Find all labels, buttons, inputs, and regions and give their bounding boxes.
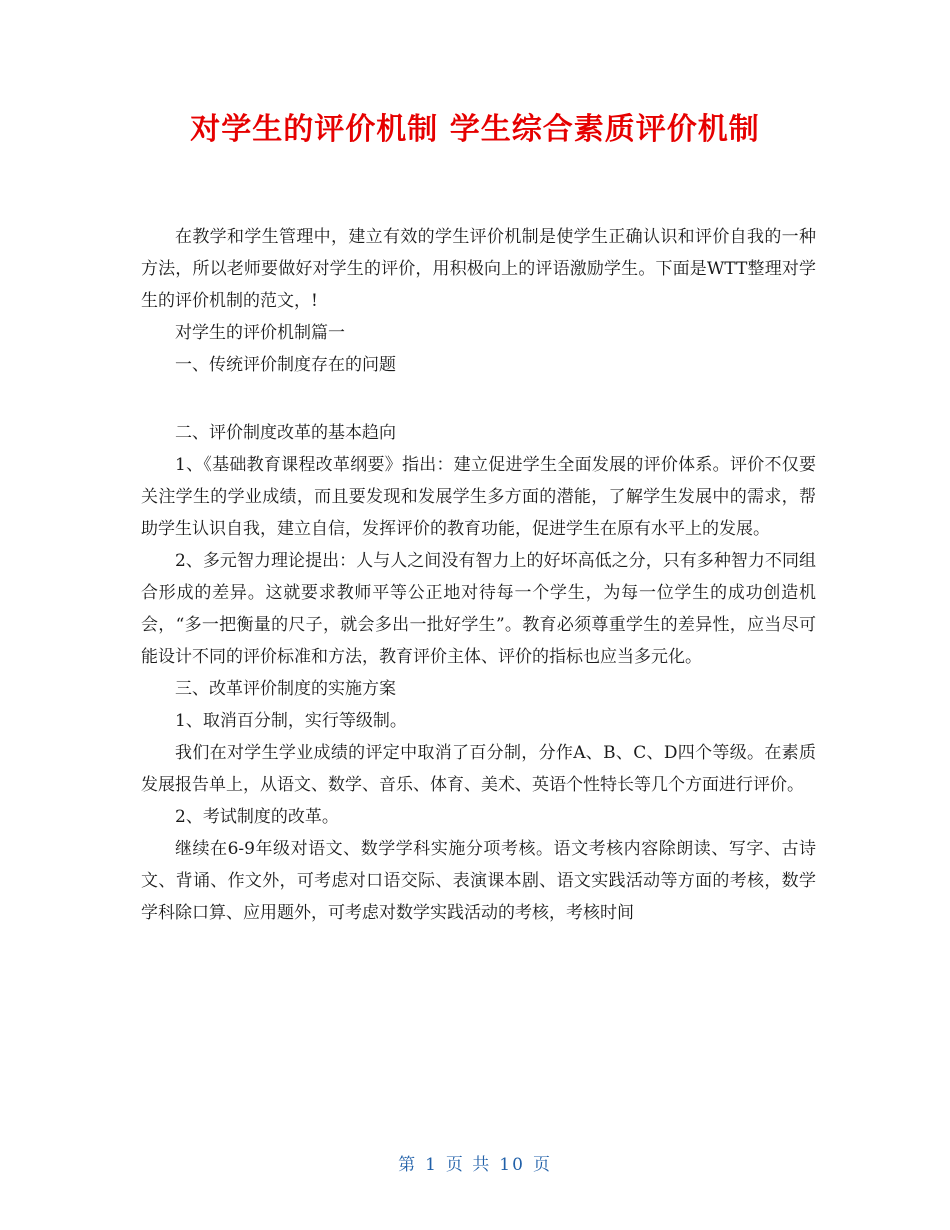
document-title: 对学生的评价机制 学生综合素质评价机制 [190,112,760,147]
heading-traditional-problems: 一、传统评价制度存在的问题 [175,355,396,375]
paragraph-exam-details: 继续在6-9年级对语文、数学学科实施分项考核。语文考核内容除朗读、写字、古诗文、背诵、作文外，可考虑对口语交际、表演课本剧、语文实践活动等方面的考核，数学学科除口算、应用题外，可考虑对数学实践活动的考核，考核时间 [141,839,816,923]
item-exam-reform: 2、考试制度的改革。 [175,807,339,827]
heading-reform-trend: 二、评价制度改革的基本趋向 [175,423,396,443]
footer-total-pages: 10 [499,1155,525,1175]
blank-gap [141,381,816,417]
intro-paragraph: 在教学和学生管理中，建立有效的学生评价机制是使学生正确认识和评价自我的一种方法，所以老师要做好对学生的评价，用积极向上的评语激励学生。下面是WTT整理对学生的评价机制的范文，! [141,227,816,311]
paragraph-curriculum-outline: 1、《基础教育课程改革纲要》指出：建立促进学生全面发展的评价体系。评价不仅要关注学生的学业成绩，而且要发现和发展学生多方面的潜能，了解学生发展中的需求，帮助学生认识自我，建立自信，发挥评价的教育功能，促进学生在原有水平上的发展。 [141,455,816,539]
paragraph-multiple-intelligence: 2、多元智力理论提出：人与人之间没有智力上的好坏高低之分，只有多种智力不同组合形成的差异。这就要求教师平等公正地对待每一个学生，为每一位学生的成功创造机会，“多一把衡量的尺子，就会多出一批好学生”。教育必须尊重学生的差异性，应当尽可能设计不同的评价标准和方法，教育评价主体、评价的指标也应当多元化。 [141,551,816,667]
footer-prefix: 第 [398,1155,418,1175]
footer-suffix: 页 [532,1155,552,1175]
heading-implementation-plan: 三、改革评价制度的实施方案 [175,679,396,699]
document-body [141,221,816,929]
footer-middle: 页 共 [445,1155,492,1175]
item-grading-system: 1、取消百分制，实行等级制。 [175,711,407,731]
section-heading-part-one: 对学生的评价机制篇一 [175,323,345,343]
paragraph-grading-details: 我们在对学生学业成绩的评定中取消了百分制，分作A、B、C、D四个等级。在素质发展报告单上，从语文、数学、音乐、体育、美术、英语个性特长等几个方面进行评价。 [141,743,816,795]
page-footer [0,1150,950,1175]
footer-page-number: 1 [425,1155,438,1175]
